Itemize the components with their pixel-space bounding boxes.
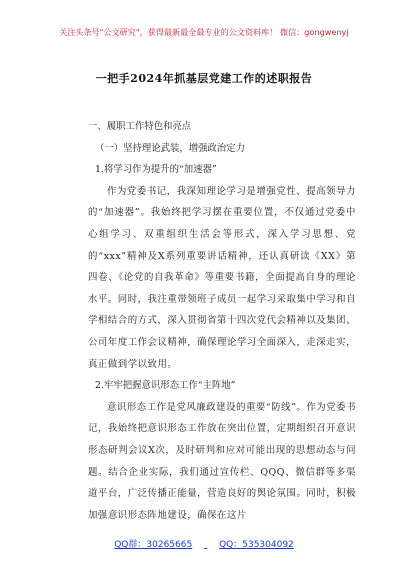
footer-qq-link[interactable]: QQ：535304092 bbox=[219, 540, 294, 550]
header-promo-note: 关注头条号"公文研究"，获得最新最全最专业的公文资料库！ 微信：gongwenyj bbox=[59, 28, 349, 37]
section-heading-1: 一、履职工作特色和亮点 bbox=[88, 121, 192, 132]
document-body bbox=[88, 116, 356, 526]
subsection-heading-ideology: 2.牢牢把握意识形态工作“主阵地” bbox=[95, 380, 236, 392]
footer-contact bbox=[0, 537, 408, 550]
subsection-heading-learning: 1.将学习作为提升的“加速器” bbox=[95, 164, 217, 176]
paragraph-ideology: 意识形态工作是党风廉政建设的重要“防线”。作为党委书记，我始终把意识形态工作放在突出位置，定期组织召开意识形态研判会议X次，及时研判和应对可能出现的思想动态与问题。结合企业实际，我们通过宣传栏、QQQ、微信群等多渠道平台，广泛传播正能量，营造良好的舆论氛围。同时，积极加强意识形态阵地建设，确保在这片 bbox=[88, 401, 356, 521]
footer-qq-group-link[interactable]: QQ群：30265665 bbox=[114, 540, 193, 550]
section-heading-2: （一）坚持理论武装，增强政治定力 bbox=[95, 142, 246, 154]
paragraph-learning: 作为党委书记，我深知理论学习是增强党性、提高领导力的“加速器”。我始终把学习摆在重要位置，不仅通过党委中心组学习、双重组织生活会等形式，深入学习思想、党的“xxx”精神及X系列重要讲话精神，还认真研读《XX》第四卷、《论党的自我革命》等重要书籍，全面提高自身的理论水平。同时，我注重带领班子成员一起学习采取集中学习和自学相结合的方式，深入贯彻省第十四次党代会精神以及集团、公司年度工作会议精神，确保理论学习全面深入，走深走实，真正做到学以致用。 bbox=[88, 185, 356, 370]
document-title: 一把手2024年抓基层党建工作的述职报告 bbox=[95, 72, 313, 85]
